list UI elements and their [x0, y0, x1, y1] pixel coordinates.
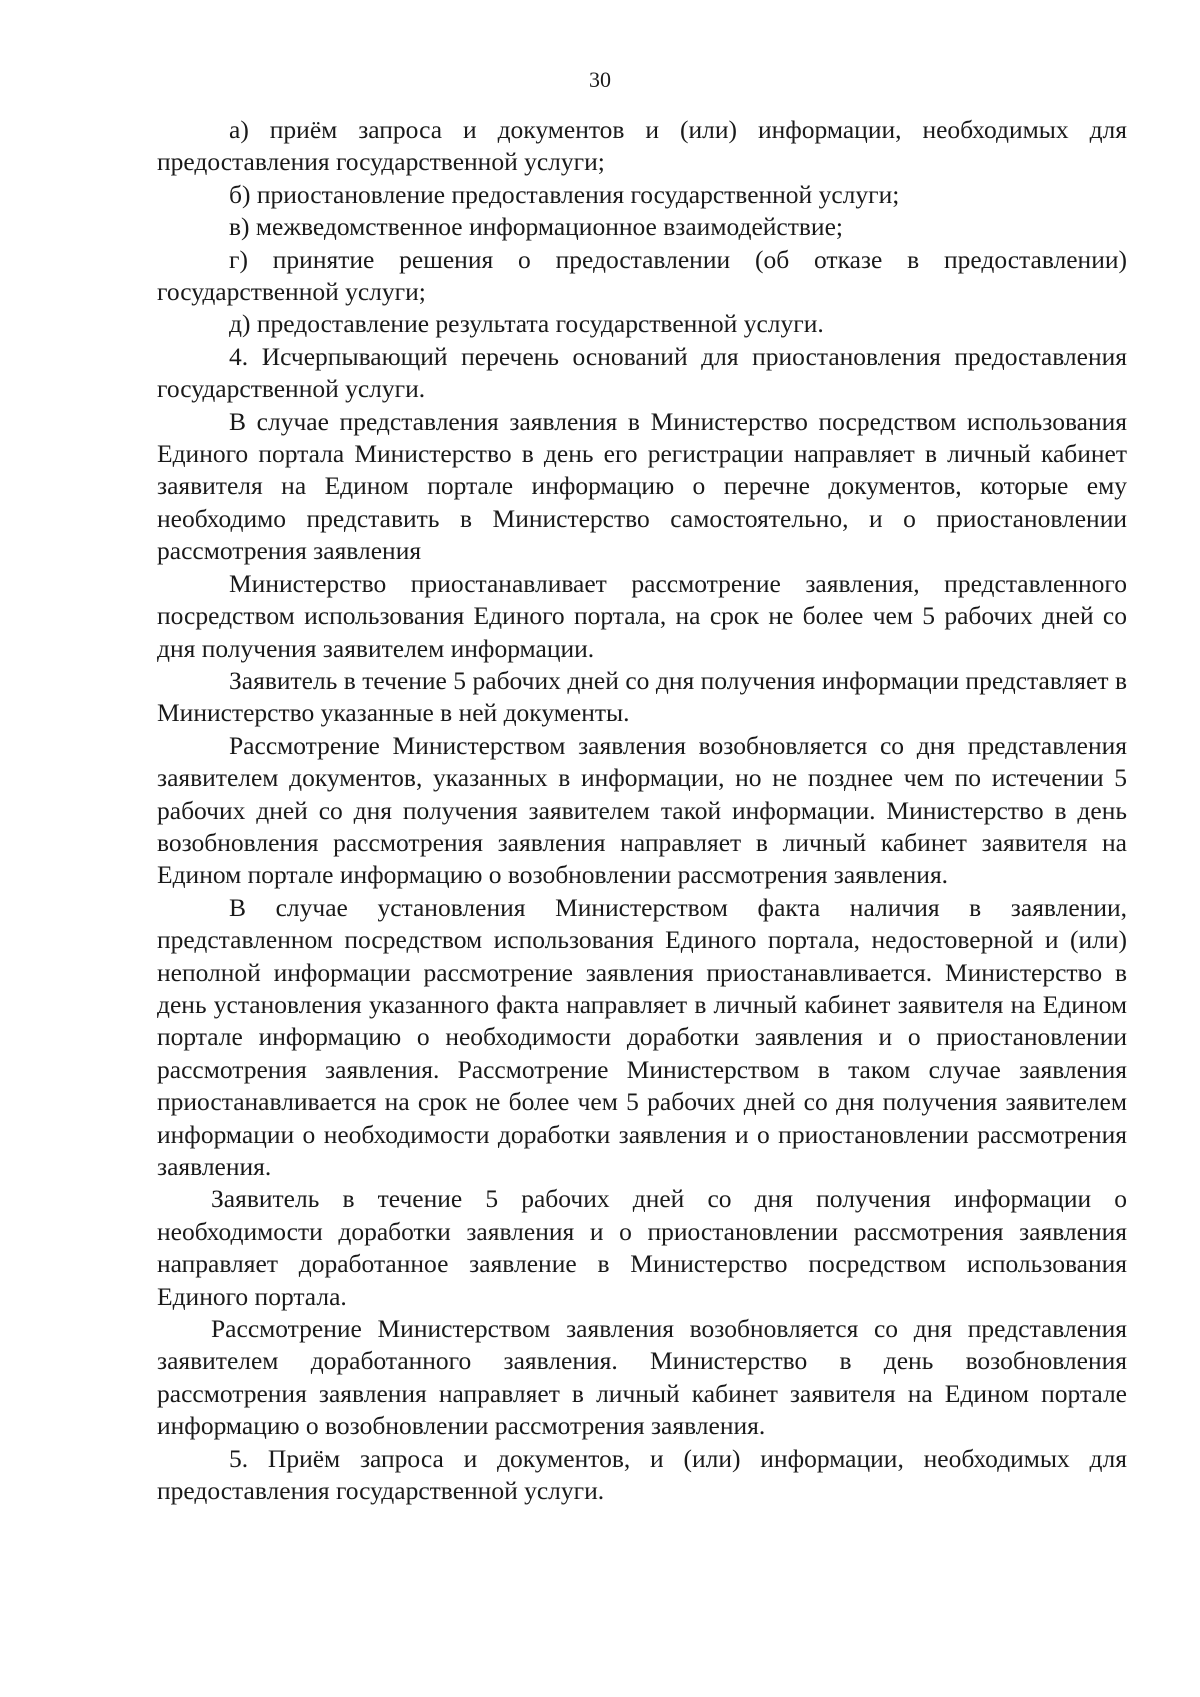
paragraph-item-b: б) приостановление предоставления государственной услуги;	[229, 179, 900, 209]
paragraph-resumption: Рассмотрение Министерством заявления возобновляется со дня представления заявителем документов, указанных в информации, но не позднее чем по истечении 5 рабочих дней со дня получения заявителем такой информации. Министерство в день возобновления рассмотрения заявления направляет в личный кабинет заявителя на Едином портале информацию о возобновлении рассмотрения заявления.	[157, 730, 1127, 890]
paragraph-section-5: 5. Приём запроса и документов, и (или) информации, необходимых для предоставления государственной услуги.	[157, 1443, 1127, 1506]
paragraph-item-a: а) приём запроса и документов и (или) информации, необходимых для предоставления государственной услуги;	[157, 115, 1127, 177]
paragraph-item-g: г) принятие решения о предоставлении (об отказе в предоставлении) государственной услуги;	[157, 244, 1127, 307]
paragraph-revised-resumption: Рассмотрение Министерством заявления возобновляется со дня представления заявителем доработанного заявления. Министерство в день возобновления рассмотрения заявления направляет в личный кабинет заявителя на Едином портале информацию о возобновлении рассмотрения заявления.	[157, 1314, 1127, 1441]
paragraph-incomplete-information: В случае установления Министерством факта наличия в заявлении, представленном посредством использования Единого портала, недостоверной и (или) неполной информации рассмотрение заявления приостанавливается. Министерство в день установления указанного факта направляет в личный кабинет заявителя на Едином портале информацию о необходимости доработки заявления и о приостановлении рассмотрения заявления. Рассмотрение Министерством в таком случае заявления приостанавливается на срок не более чем 5 рабочих дней со дня получения заявителем информации о необходимости доработки заявления и о приостановлении рассмотрения заявления.	[157, 892, 1127, 1181]
paragraph-suspension-term: Министерство приостанавливает рассмотрение заявления, представленного посредством использования Единого портала, на срок не более чем 5 рабочих дней со дня получения заявителем информации.	[157, 568, 1127, 663]
document-body	[157, 114, 1127, 1507]
paragraph-applicant-submits: Заявитель в течение 5 рабочих дней со дня получения информации представляет в Министерство указанные в ней документы.	[157, 665, 1127, 728]
paragraph-item-v: в) межведомственное информационное взаимодействие;	[229, 212, 843, 242]
paragraph-portal-submission: В случае представления заявления в Министерство посредством использования Единого портала Министерство в день его регистрации направляет в личный кабинет заявителя на Едином портале информацию о перечне документов, которые ему необходимо представить в Министерство самостоятельно, и о приостановлении рассмотрения заявления	[157, 406, 1127, 566]
paragraph-revised-application: Заявитель в течение 5 рабочих дней со дня получения информации о необходимости доработки заявления и о приостановлении рассмотрения заявления направляет доработанное заявление в Министерство посредством использования Единого портала.	[157, 1184, 1127, 1311]
page-number: 30	[589, 67, 611, 92]
paragraph-item-d: д) предоставление результата государственной услуги.	[229, 309, 824, 339]
paragraph-section-4: 4. Исчерпывающий перечень оснований для приостановления предоставления государственной услуги.	[157, 341, 1127, 404]
